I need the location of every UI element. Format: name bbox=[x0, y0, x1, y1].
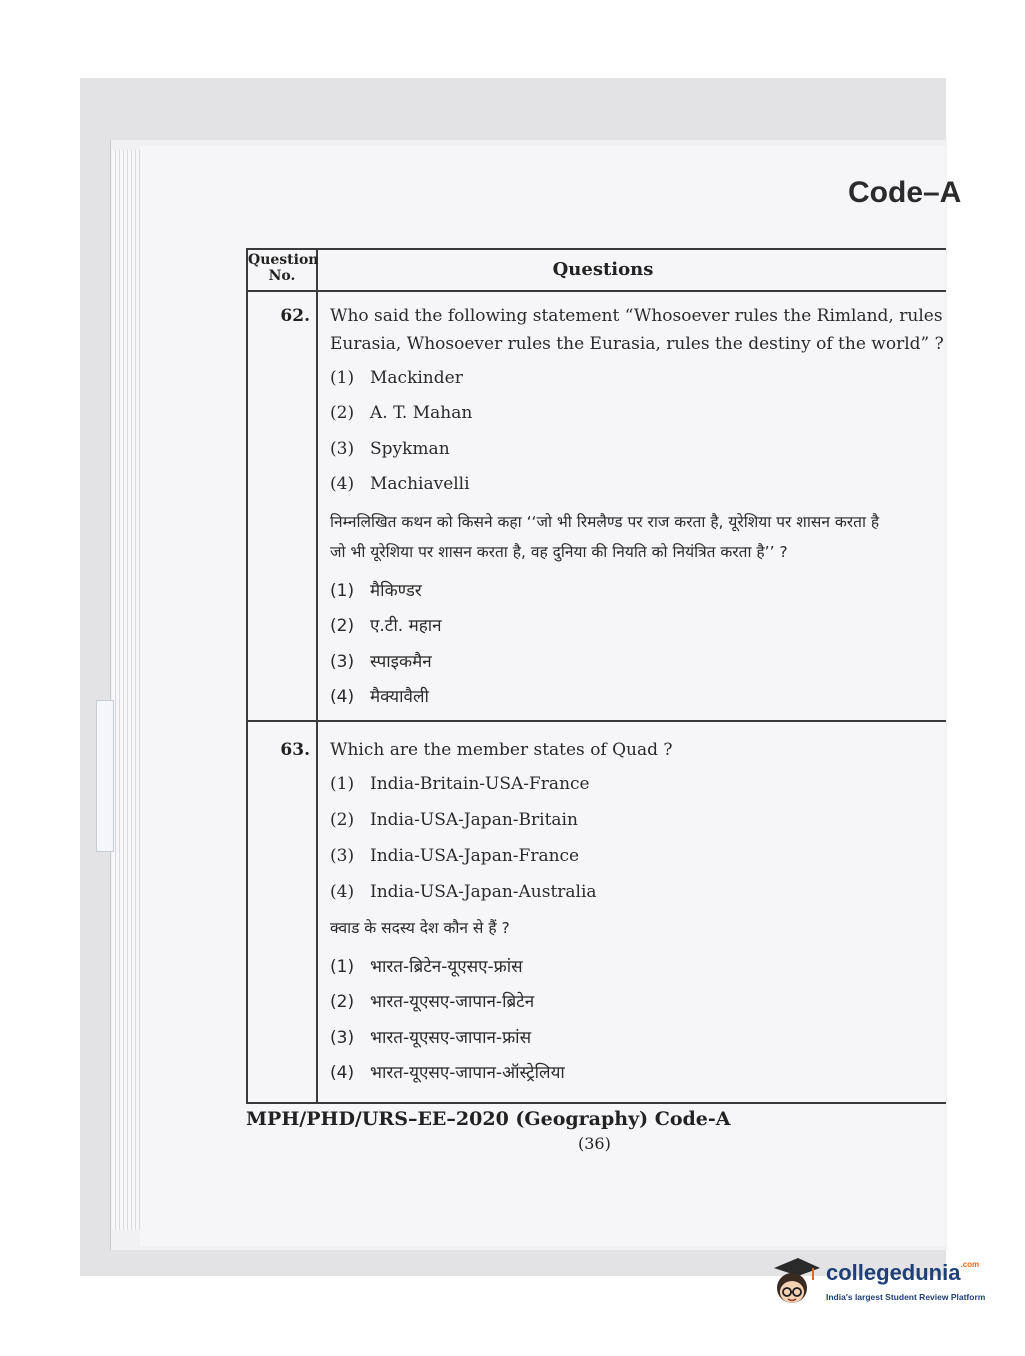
question-text-hi-line1: निम्नलिखित कथन को किसने कहा ‘‘जो भी रिमलैण्ड पर राज करता है, यूरेशिया पर शासन करता है bbox=[330, 513, 880, 531]
option-text: ए.टी. महान bbox=[370, 616, 442, 636]
option-text: India-USA-Japan-Britain bbox=[370, 810, 578, 830]
option-number: (3) bbox=[330, 1028, 355, 1048]
header-questions: Questions bbox=[552, 259, 654, 280]
option-number: (4) bbox=[330, 882, 355, 902]
option-number: (4) bbox=[330, 1063, 355, 1083]
option-text: भारत-ब्रिटेन-यूएसए-फ्रांस bbox=[370, 957, 523, 977]
column-divider bbox=[316, 250, 318, 1102]
option-number: (2) bbox=[330, 616, 355, 636]
option-en bbox=[330, 474, 470, 494]
paper-code: Code–A bbox=[848, 176, 962, 209]
option-hi bbox=[330, 1025, 531, 1048]
option-number: (3) bbox=[330, 846, 355, 866]
option-number: (2) bbox=[330, 992, 355, 1012]
page-number: (36) bbox=[578, 1134, 611, 1153]
option-en bbox=[330, 810, 578, 830]
question-number: 63. bbox=[280, 740, 310, 760]
option-hi bbox=[330, 613, 442, 636]
question-number: 62. bbox=[280, 306, 310, 326]
option-text: Spykman bbox=[370, 439, 450, 459]
watermark-name bbox=[826, 1260, 979, 1286]
question-text-en-line1: Who said the following statement “Whosoever rules the Rimland, rules bbox=[330, 306, 943, 326]
question-text-hi-line1: क्वाड के सदस्य देश कौन से हैं ? bbox=[330, 919, 510, 937]
option-number: (2) bbox=[330, 403, 355, 423]
option-en bbox=[330, 882, 597, 902]
watermark-tagline: India's largest Student Review Platform bbox=[826, 1292, 986, 1302]
question-text-hi-line2: जो भी यूरेशिया पर शासन करता है, वह दुनिया की नियति को नियंत्रित करता है’’ ? bbox=[330, 543, 788, 561]
option-text: India-USA-Japan-Australia bbox=[370, 882, 597, 902]
option-hi bbox=[330, 684, 429, 707]
question-text-en-line2: Eurasia, Whosoever rules the Eurasia, rules the destiny of the world” ? bbox=[330, 334, 944, 354]
watermark-suffix: .com bbox=[960, 1260, 980, 1269]
watermark-name-text: collegedunia bbox=[826, 1260, 961, 1285]
sticky-tab bbox=[96, 700, 114, 852]
option-text: Machiavelli bbox=[370, 474, 470, 494]
option-text: Mackinder bbox=[370, 368, 463, 388]
option-number: (4) bbox=[330, 687, 355, 707]
option-hi bbox=[330, 954, 523, 977]
watermark-logo bbox=[768, 1254, 998, 1314]
option-text: A. T. Mahan bbox=[370, 403, 473, 423]
mascot-icon bbox=[768, 1254, 822, 1312]
option-text: मैकिण्डर bbox=[370, 581, 422, 601]
option-number: (3) bbox=[330, 652, 355, 672]
option-text: India-Britain-USA-France bbox=[370, 774, 590, 794]
row-separator bbox=[248, 720, 946, 722]
option-number: (1) bbox=[330, 957, 355, 977]
paper-footer-title: MPH/PHD/URS–EE–2020 (Geography) Code-A bbox=[246, 1108, 731, 1130]
option-hi bbox=[330, 989, 534, 1012]
option-en bbox=[330, 439, 450, 459]
option-number: (3) bbox=[330, 439, 355, 459]
question-text-en-line1: Which are the member states of Quad ? bbox=[330, 740, 673, 760]
option-text: India-USA-Japan-France bbox=[370, 846, 580, 866]
option-hi bbox=[330, 578, 422, 601]
option-en bbox=[330, 403, 472, 423]
option-text: भारत-यूएसए-जापान-ऑस्ट्रेलिया bbox=[370, 1063, 565, 1083]
option-text: स्पाइकमैन bbox=[370, 652, 432, 672]
option-en bbox=[330, 846, 579, 866]
page-edges bbox=[112, 150, 142, 1230]
header-question-no: Question No. bbox=[248, 252, 319, 284]
option-text: भारत-यूएसए-जापान-फ्रांस bbox=[370, 1028, 532, 1048]
option-en bbox=[330, 368, 463, 388]
option-number: (4) bbox=[330, 474, 355, 494]
option-en bbox=[330, 774, 590, 794]
question-table bbox=[246, 248, 946, 1104]
option-text: मैक्यावैली bbox=[370, 687, 429, 707]
table-header bbox=[248, 250, 946, 292]
option-number: (1) bbox=[330, 581, 355, 601]
option-hi bbox=[330, 649, 432, 672]
option-number: (1) bbox=[330, 774, 355, 794]
option-number: (2) bbox=[330, 810, 355, 830]
option-hi bbox=[330, 1060, 565, 1083]
option-number: (1) bbox=[330, 368, 355, 388]
option-text: भारत-यूएसए-जापान-ब्रिटेन bbox=[370, 992, 535, 1012]
